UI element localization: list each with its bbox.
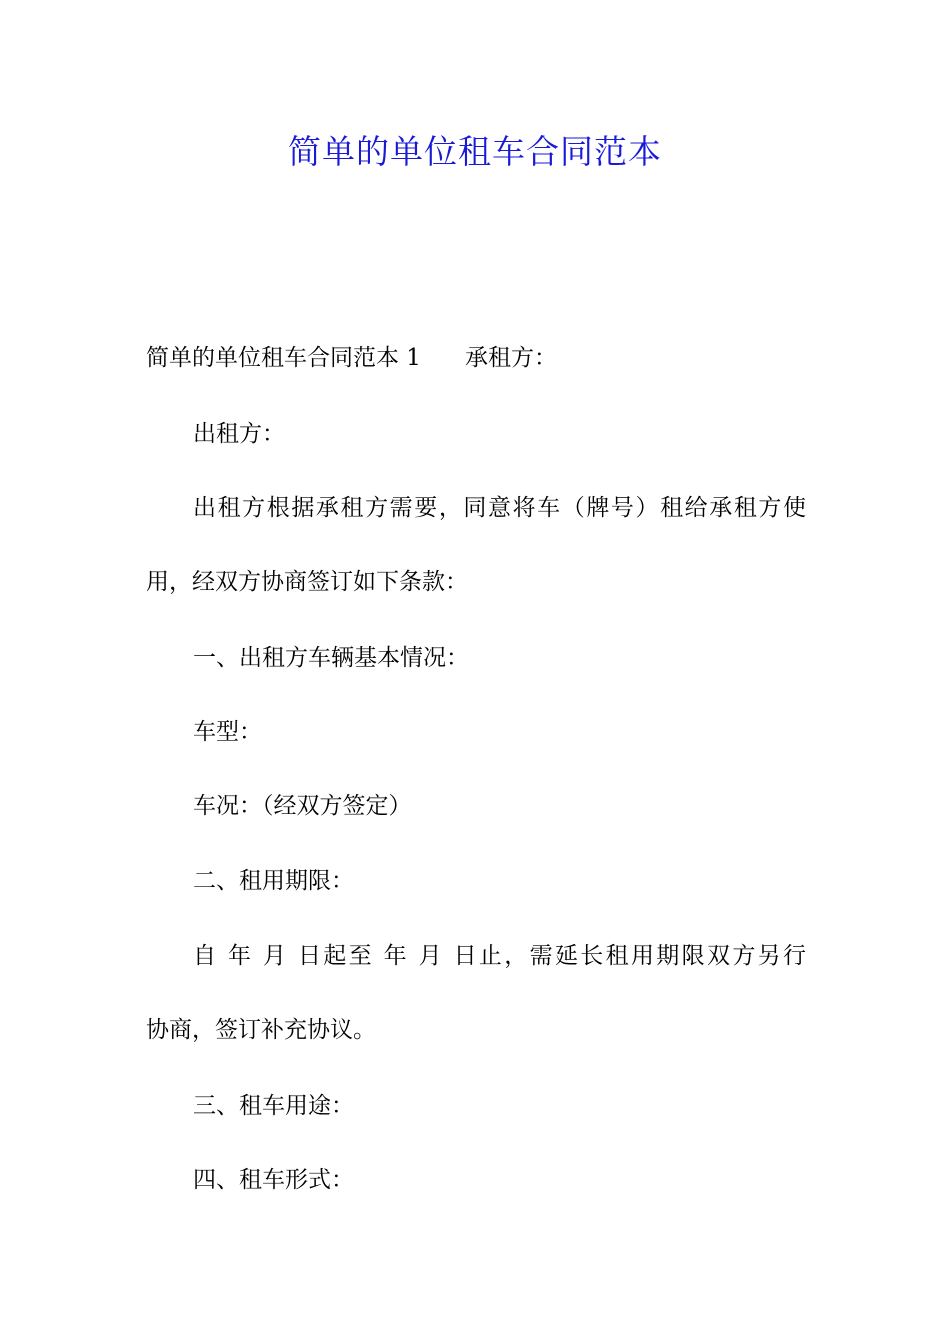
section-heading-3: 三、租车用途： bbox=[193, 1093, 354, 1119]
vehicle-model-label: 车型： bbox=[193, 719, 262, 745]
paragraph-line-10: 协商，签订补充协议。 bbox=[146, 1017, 376, 1043]
paragraph-line-4: 用，经双方协商签订如下条款： bbox=[146, 569, 468, 595]
lessor-label: 出租方： bbox=[193, 421, 285, 447]
sample-heading: 简单的单位租车合同范本 1 bbox=[146, 345, 421, 371]
section-heading-4: 四、租车形式： bbox=[193, 1167, 354, 1193]
paragraph-line-3: 出租方根据承租方需要，同意将车（牌号）租给承租方使 bbox=[193, 495, 806, 521]
section-heading-2: 二、租用期限： bbox=[193, 868, 354, 894]
vehicle-condition-label: 车况：（经双方签定） bbox=[193, 793, 412, 819]
document-title: 简单的单位租车合同范本 bbox=[288, 132, 662, 171]
paragraph-line-9: 自 年 月 日起至 年 月 日止，需延长租用期限双方另行 bbox=[193, 943, 806, 969]
section-heading-1: 一、出租方车辆基本情况： bbox=[193, 645, 469, 671]
paragraph-line-1 bbox=[146, 342, 806, 374]
lessee-label: 承租方： bbox=[464, 345, 557, 371]
